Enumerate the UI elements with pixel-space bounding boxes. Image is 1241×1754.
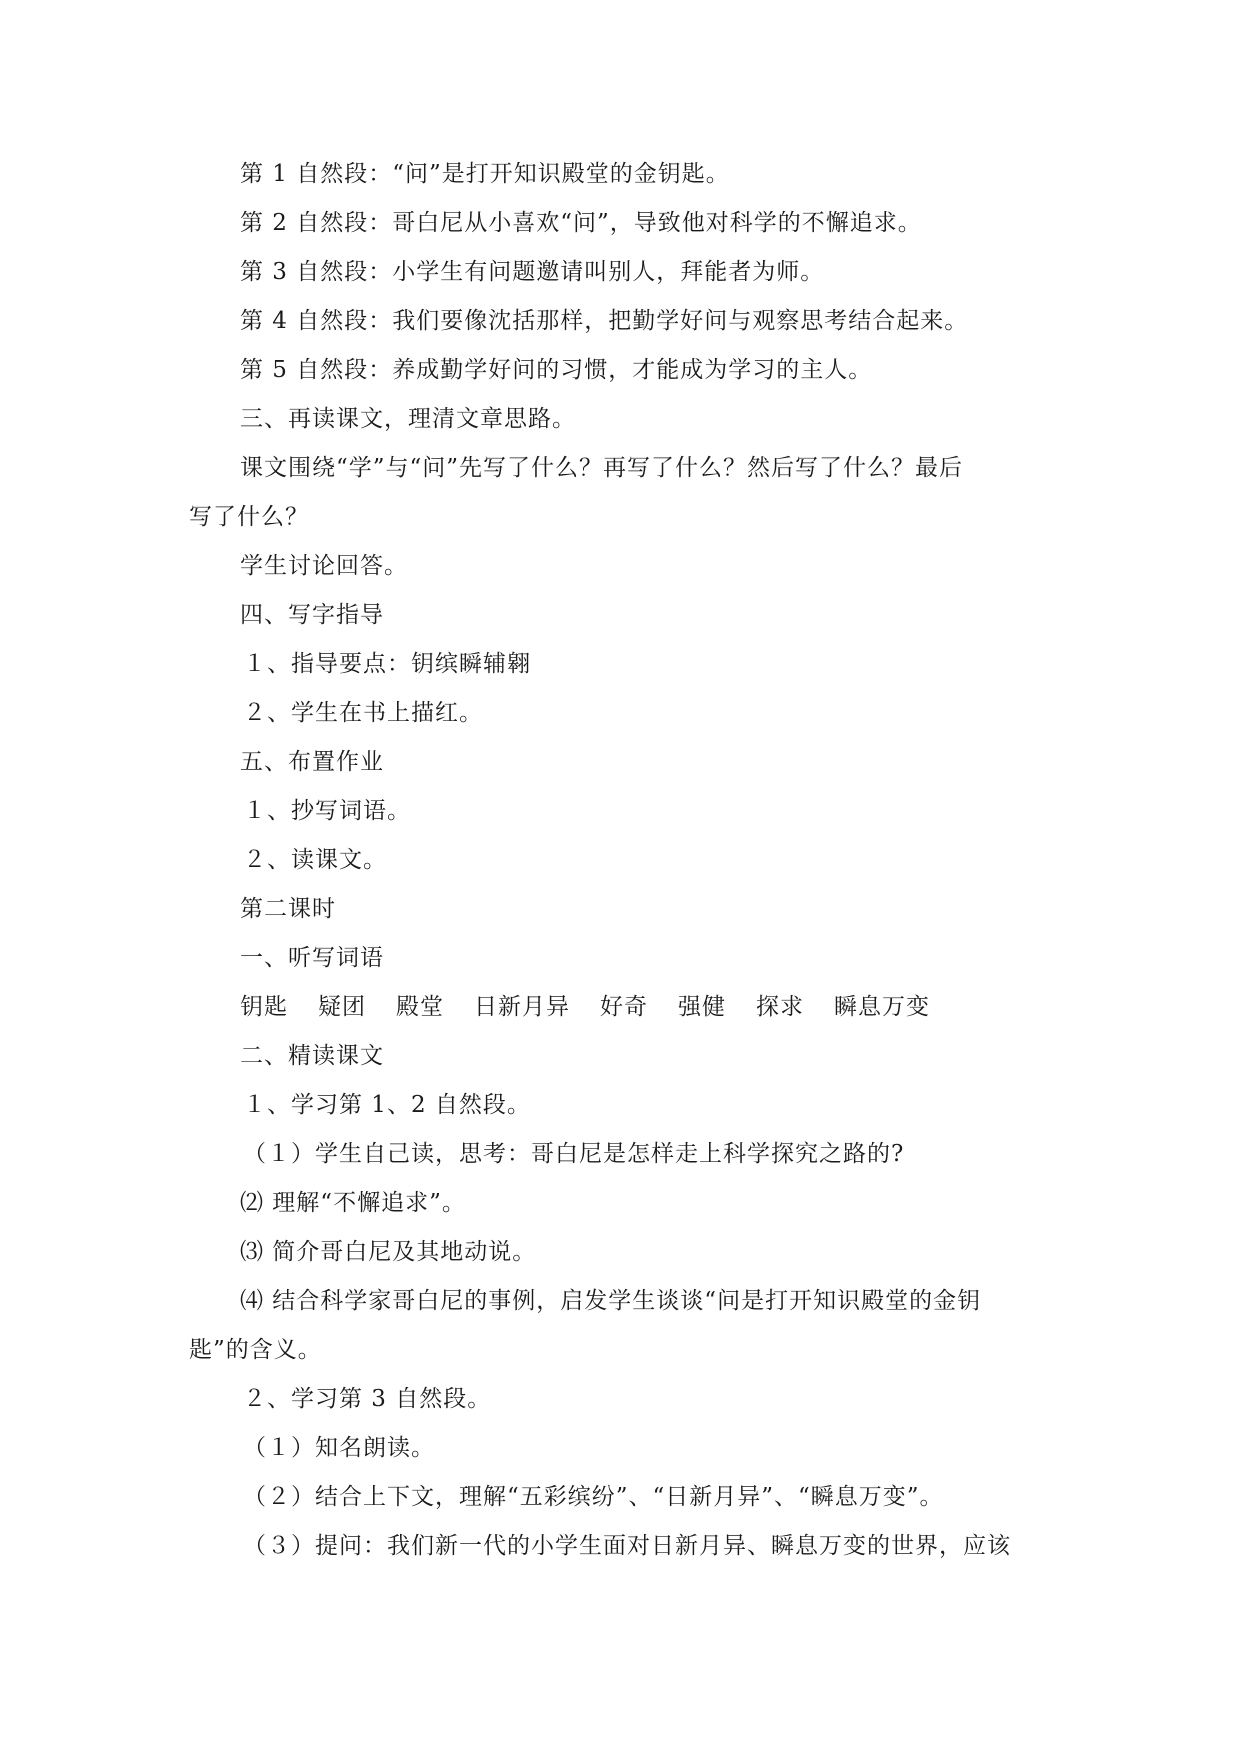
section-heading-5: 五、布置作业 xyxy=(240,749,384,775)
dictation-word-list xyxy=(240,992,960,1022)
intensive-reading-heading: 二、精读课文 xyxy=(240,1043,384,1069)
dictation-word: 瞬息万变 xyxy=(834,994,930,1020)
question-line-2: 写了什么？ xyxy=(189,504,309,530)
sub-item-1-3: ⑶ 简介哥白尼及其地动说。 xyxy=(240,1239,537,1265)
homework-item-2: ２、读课文。 xyxy=(243,847,387,873)
dictation-word: 钥匙 xyxy=(240,994,288,1020)
study-item-2: ２、学习第 3 自然段。 xyxy=(243,1386,492,1412)
sub-item-1-4-line-1: ⑷ 结合科学家哥白尼的事例，启发学生谈谈“问是打开知识殿堂的金钥 xyxy=(240,1288,982,1314)
dictation-word: 疑团 xyxy=(318,994,366,1020)
lesson-two-heading: 第二课时 xyxy=(240,896,336,922)
sub-item-1-1: （１）学生自己读，思考：哥白尼是怎样走上科学探究之路的? xyxy=(243,1141,905,1167)
paragraph-summary-2: 第 2 自然段：哥白尼从小喜欢“问”，导致他对科学的不懈追求。 xyxy=(240,210,922,236)
sub-item-2-2: （２）结合上下文，理解“五彩缤纷”、“日新月异”、“瞬息万变”。 xyxy=(243,1484,944,1510)
dictation-word: 殿堂 xyxy=(396,994,444,1020)
question-line-1: 课文围绕“学”与“问”先写了什么？再写了什么？然后写了什么？最后 xyxy=(240,455,964,481)
student-discussion: 学生讨论回答。 xyxy=(240,553,408,579)
writing-point-1: １、指导要点：钥缤瞬辅翱 xyxy=(243,651,531,677)
study-item-1: １、学习第 1、2 自然段。 xyxy=(243,1092,531,1118)
section-heading-3: 三、再读课文，理清文章思路。 xyxy=(240,406,576,432)
dictation-word: 好奇 xyxy=(600,994,648,1020)
paragraph-summary-1: 第 1 自然段：“问”是打开知识殿堂的金钥匙。 xyxy=(240,161,730,187)
dictation-word: 探求 xyxy=(756,994,804,1020)
paragraph-summary-5: 第 5 自然段：养成勤学好问的习惯，才能成为学习的主人。 xyxy=(240,357,873,383)
paragraph-summary-3: 第 3 自然段：小学生有问题邀请叫别人，拜能者为师。 xyxy=(240,259,825,285)
sub-item-2-1: （１）知名朗读。 xyxy=(243,1435,435,1461)
paragraph-summary-4: 第 4 自然段：我们要像沈括那样，把勤学好问与观察思考结合起来。 xyxy=(240,308,969,334)
dictation-word: 日新月异 xyxy=(474,994,570,1020)
sub-item-1-4-line-2: 匙”的含义。 xyxy=(189,1337,322,1363)
sub-item-1-2: ⑵ 理解“不懈追求”。 xyxy=(240,1190,466,1216)
writing-point-2: ２、学生在书上描红。 xyxy=(243,700,483,726)
section-heading-4: 四、写字指导 xyxy=(240,602,384,628)
dictation-word: 强健 xyxy=(678,994,726,1020)
homework-item-1: １、抄写词语。 xyxy=(243,798,411,824)
dictation-heading: 一、听写词语 xyxy=(240,945,384,971)
sub-item-2-3: （３）提问：我们新一代的小学生面对日新月异、瞬息万变的世界，应该 xyxy=(243,1533,1011,1559)
